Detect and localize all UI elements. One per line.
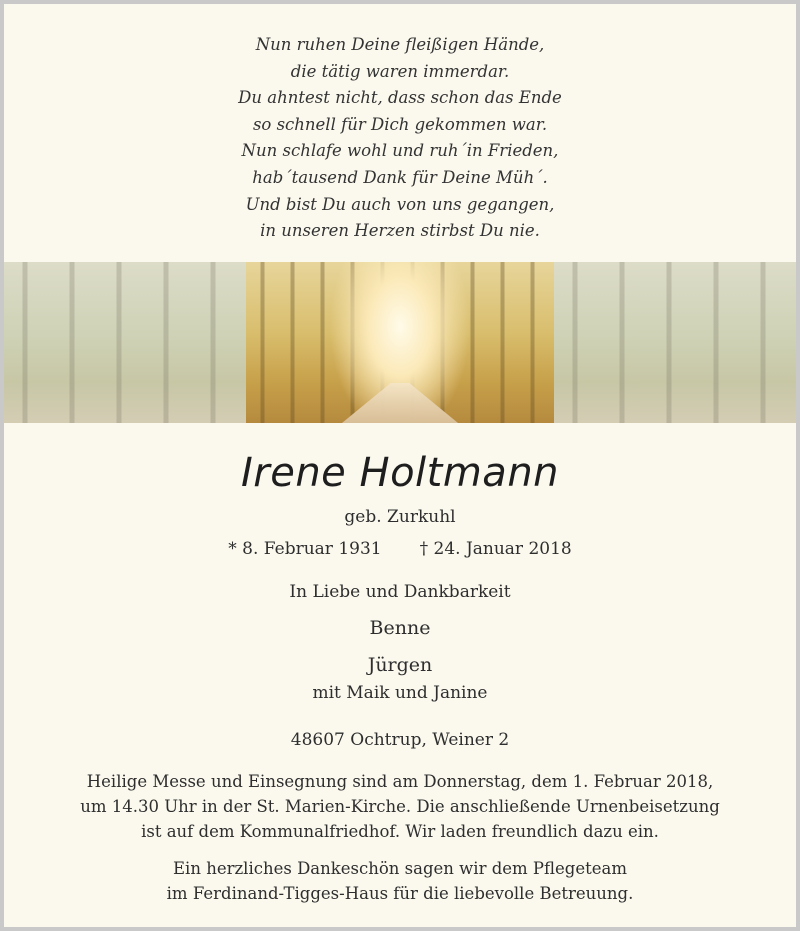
thanks-notice [4, 856, 796, 906]
thanks-line: Ein herzliches Dankeschön sagen wir dem Pflegeteam [173, 859, 627, 878]
poem-line: Nun schlafe wohl und ruh´in Frieden, [241, 141, 559, 161]
service-line: Heilige Messe und Einsegnung sind am Donnerstag, dem 1. Februar 2018, [86, 772, 714, 791]
poem-line: Und bist Du auch von uns gegangen, [245, 194, 555, 214]
service-notice [4, 769, 796, 844]
memorial-poem [4, 32, 796, 245]
mourner-name: Benne [369, 617, 431, 639]
poem-line: Nun ruhen Deine fleißigen Hände, [255, 35, 545, 54]
poem-line: so schnell für Dich gekommen war. [252, 114, 548, 134]
forest-path [342, 383, 458, 423]
poem-line: in unseren Herzen stirbst Du nie. [260, 221, 540, 241]
forest-banner-image [4, 262, 796, 423]
mourners-intro: In Liebe und Dankbarkeit [289, 582, 511, 602]
address: 48607 Ochtrup, Weiner 2 [290, 730, 510, 750]
service-line: um 14.30 Uhr in der St. Marien-Kirche. Die anschließende Urnenbeisetzung [80, 797, 720, 816]
death-date: † 24. Januar 2018 [419, 539, 572, 559]
maiden-name: geb. Zurkuhl [344, 507, 456, 527]
forest-faded-right [554, 262, 796, 423]
poem-line: Du ahntest nicht, dass schon das Ende [238, 88, 562, 108]
life-dates [4, 539, 796, 559]
mourner-name: Jürgen [367, 654, 433, 676]
forest-path-image [246, 262, 554, 423]
deceased-name: Irene Holtmann [240, 450, 560, 496]
service-line: ist auf dem Kommunalfriedhof. Wir laden freundlich dazu ein. [141, 822, 659, 841]
poem-line: hab´tausend Dank für Deine Müh´. [252, 167, 548, 187]
mourner-family: mit Maik und Janine [312, 683, 488, 703]
obituary-card [4, 4, 796, 927]
forest-faded-left [4, 262, 246, 423]
birth-date: * 8. Februar 1931 [228, 539, 382, 559]
poem-line: die tätig waren immerdar. [290, 61, 510, 81]
thanks-line: im Ferdinand-Tigges-Haus für die liebevolle Betreuung. [166, 884, 634, 903]
